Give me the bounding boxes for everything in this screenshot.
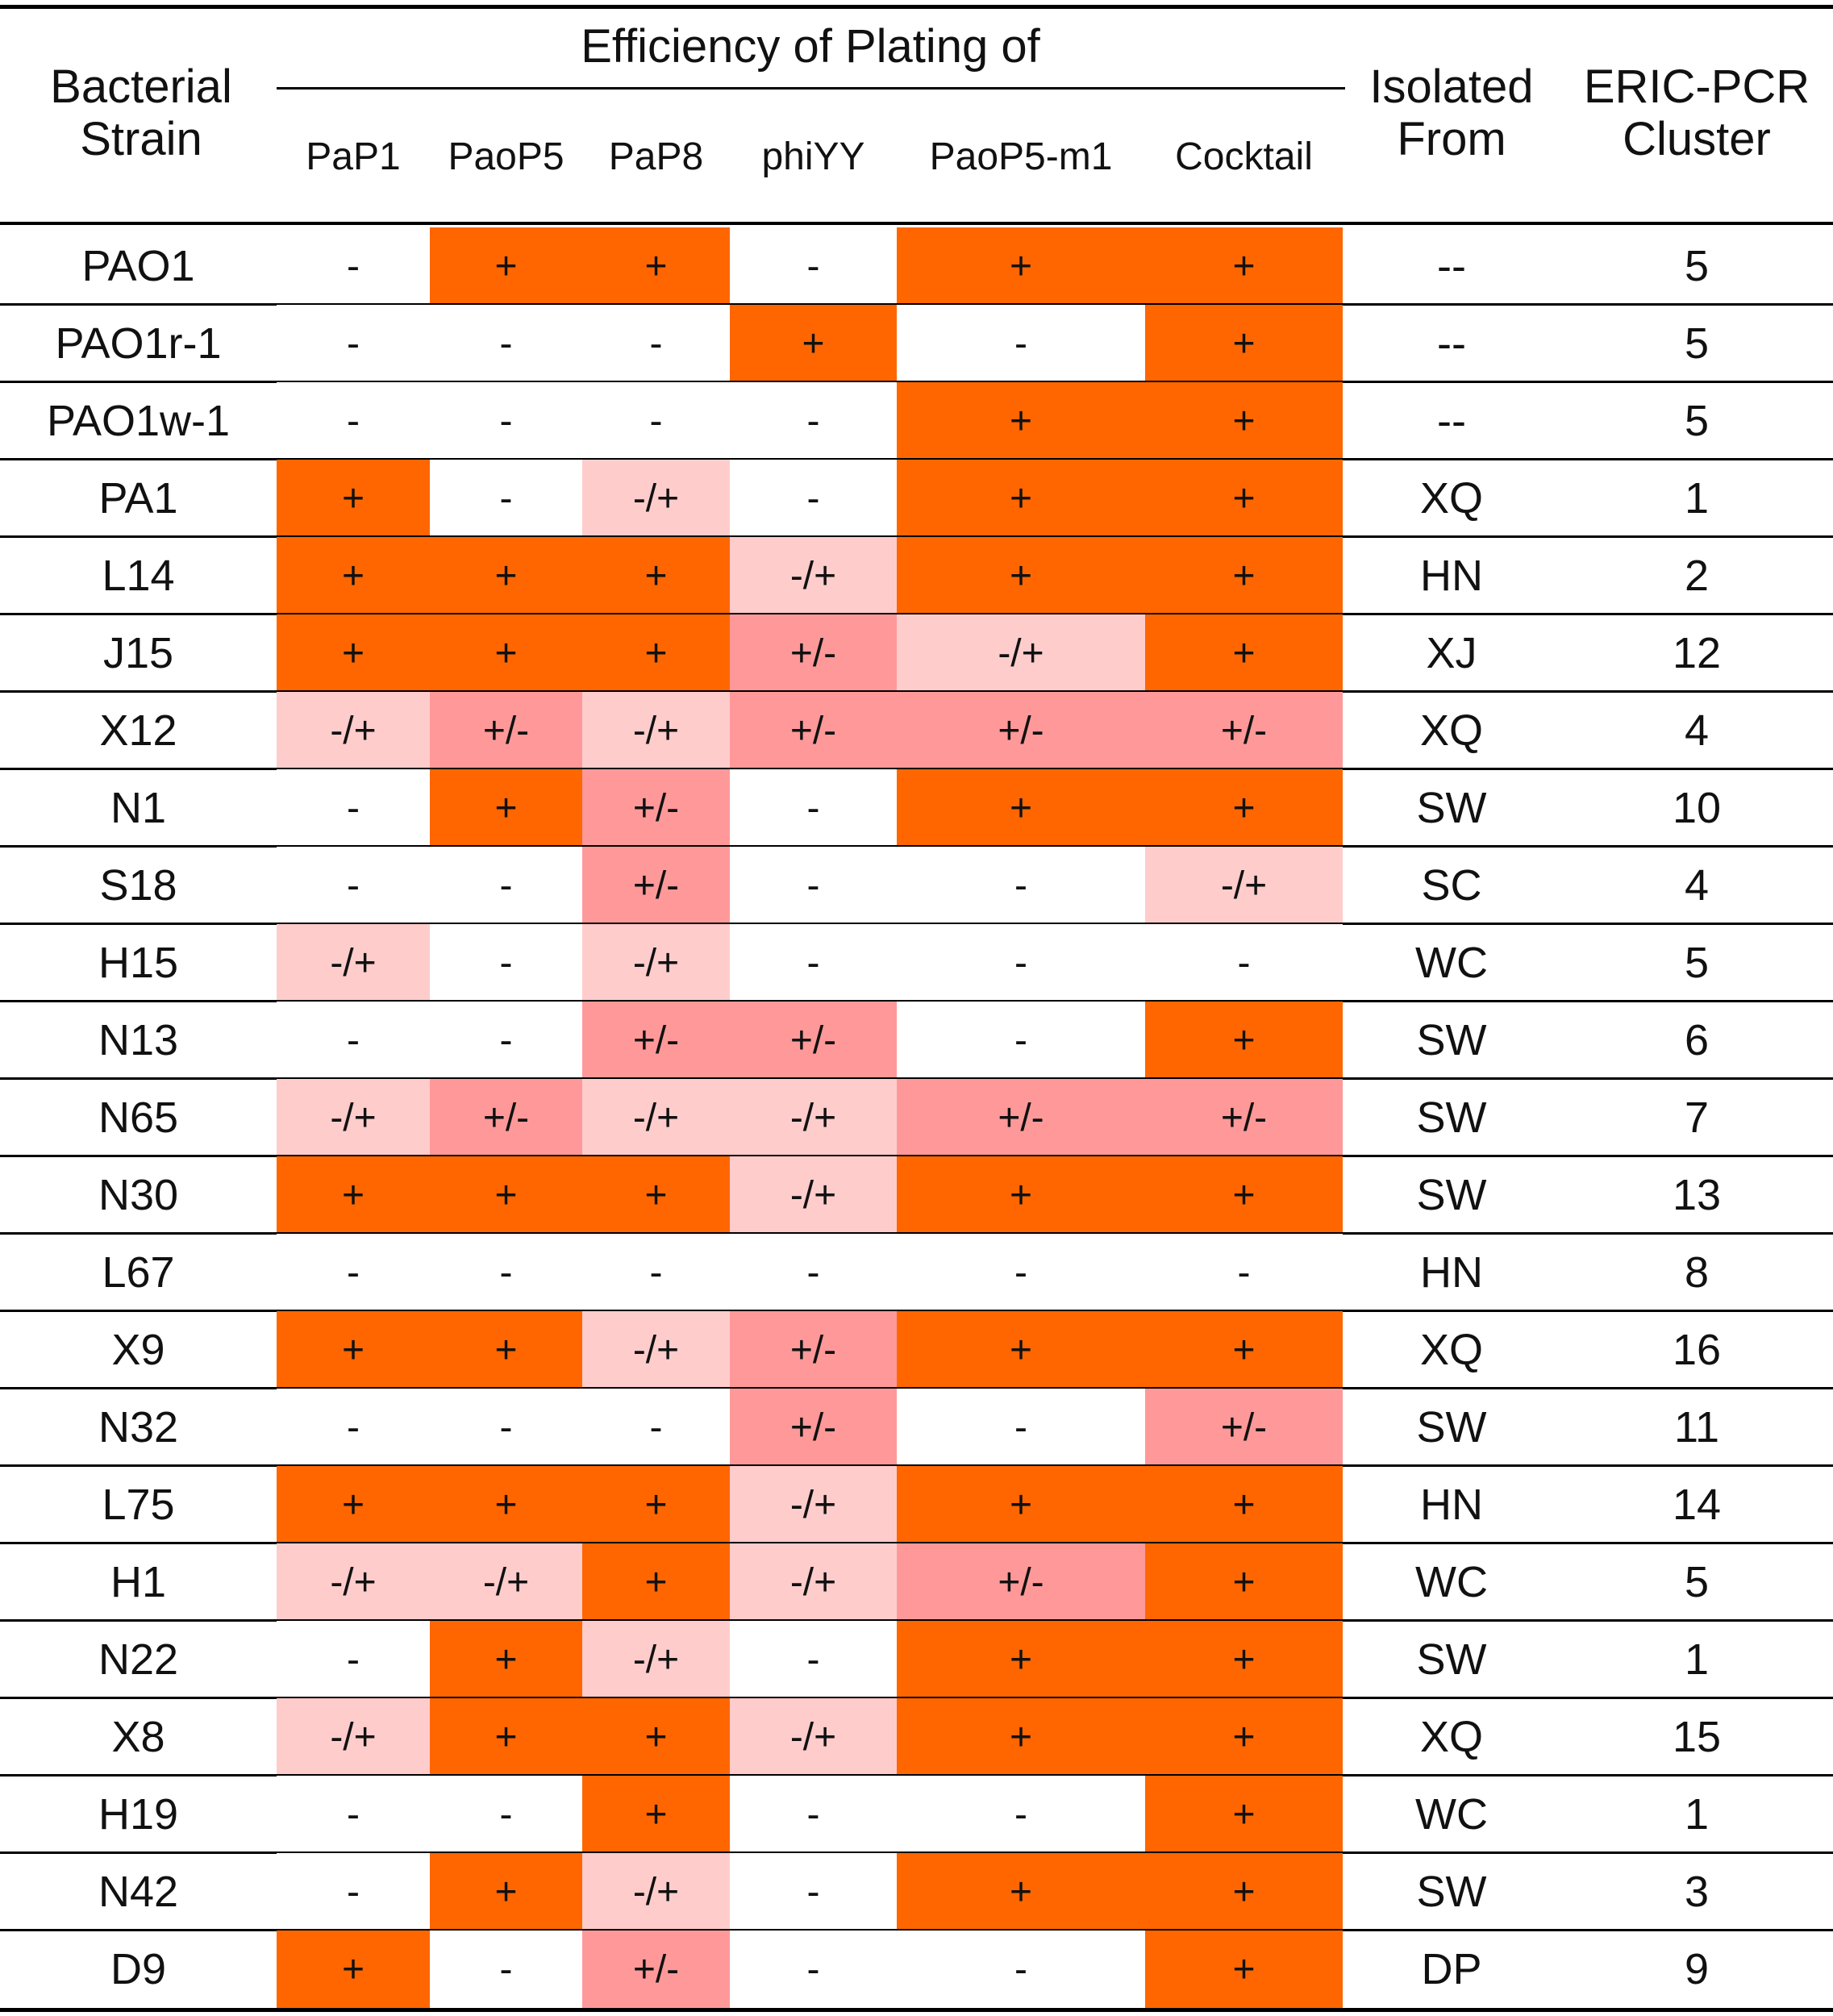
eop-cell-cocktail: - xyxy=(1145,924,1343,1002)
eop-cell-phiyy: -/+ xyxy=(730,537,897,614)
table-row xyxy=(0,537,1833,614)
eop-cell-pap1: + xyxy=(277,1466,430,1543)
strain-cell: H19 xyxy=(98,1790,179,1839)
eop-cell-pap8: -/+ xyxy=(582,460,730,537)
top-rule xyxy=(0,5,1833,9)
eric-pcr-cluster-cell: 14 xyxy=(1672,1481,1722,1529)
eop-cell-pap8: + xyxy=(582,1156,730,1234)
eop-cell-cocktail: + xyxy=(1145,1311,1343,1389)
table-row xyxy=(0,847,1833,924)
eop-cell-pap1: - xyxy=(277,1002,430,1079)
eric-pcr-cluster-cell: 2 xyxy=(1684,552,1710,600)
header-phage-4: PaoP5-m1 xyxy=(929,135,1113,178)
eop-cell-paop5: - xyxy=(430,1776,582,1853)
bottom-rule xyxy=(0,2008,1833,2012)
table-row xyxy=(0,1311,1833,1389)
eop-cell-pap8: + xyxy=(582,1466,730,1543)
strain-cell: L14 xyxy=(102,552,175,600)
eop-cell-paop5: +/- xyxy=(430,1079,582,1156)
eop-cell-paop5-m1: - xyxy=(897,847,1145,924)
eop-cell-phiyy: +/- xyxy=(730,1311,897,1389)
table-row xyxy=(0,924,1833,1002)
eop-cell-pap1: + xyxy=(277,1156,430,1234)
eric-pcr-cluster-cell: 9 xyxy=(1684,1945,1710,1993)
isolated-from-cell: SW xyxy=(1416,1171,1487,1219)
eop-cell-paop5: + xyxy=(430,227,582,305)
table-row xyxy=(0,460,1833,537)
table-row xyxy=(0,1931,1833,2008)
isolated-from-cell: SW xyxy=(1416,1868,1487,1916)
eric-pcr-cluster-cell: 11 xyxy=(1673,1403,1720,1452)
eop-cell-pap1: + xyxy=(277,460,430,537)
isolated-from-cell: -- xyxy=(1437,319,1466,368)
eop-cell-paop5-m1: - xyxy=(897,924,1145,1002)
eric-pcr-cluster-cell: 1 xyxy=(1684,1635,1710,1684)
strain-cell: N32 xyxy=(98,1403,179,1452)
header-efficiency-of-plating: Efficiency of Plating of xyxy=(581,20,1040,73)
strain-cell: X9 xyxy=(111,1326,165,1374)
header-isolated-from: Isolated From xyxy=(1369,60,1534,165)
eop-cell-pap8: -/+ xyxy=(582,1079,730,1156)
eop-cell-pap1: -/+ xyxy=(277,924,430,1002)
eric-pcr-cluster-cell: 5 xyxy=(1684,319,1710,368)
strain-cell: N22 xyxy=(98,1635,179,1684)
strain-cell: H1 xyxy=(110,1558,167,1606)
eric-pcr-cluster-cell: 1 xyxy=(1684,1790,1710,1839)
isolated-from-cell: SW xyxy=(1416,1093,1487,1142)
strain-cell: X8 xyxy=(111,1713,165,1761)
eop-cell-phiyy: -/+ xyxy=(730,1466,897,1543)
table-row xyxy=(0,1079,1833,1156)
strain-cell: L75 xyxy=(102,1481,175,1529)
isolated-from-cell: SW xyxy=(1416,784,1487,832)
eop-cell-paop5: - xyxy=(430,460,582,537)
isolated-from-cell: WC xyxy=(1415,1790,1488,1839)
eop-cell-paop5-m1: + xyxy=(897,1311,1145,1389)
eop-cell-cocktail: + xyxy=(1145,460,1343,537)
eop-cell-phiyy: - xyxy=(730,1776,897,1853)
eop-cell-phiyy: -/+ xyxy=(730,1156,897,1234)
eop-cell-paop5: - xyxy=(430,847,582,924)
eop-cell-pap8: +/- xyxy=(582,1002,730,1079)
eop-cell-paop5: - xyxy=(430,924,582,1002)
isolated-from-cell: XQ xyxy=(1419,1713,1484,1761)
eop-cell-paop5-m1: - xyxy=(897,305,1145,382)
eop-cell-paop5-m1: + xyxy=(897,537,1145,614)
eop-cell-cocktail: + xyxy=(1145,305,1343,382)
eop-cell-cocktail: - xyxy=(1145,1234,1343,1311)
eop-cell-cocktail: + xyxy=(1145,769,1343,847)
isolated-from-cell: -- xyxy=(1437,242,1466,290)
isolated-from-cell: SW xyxy=(1416,1016,1487,1064)
eop-cell-cocktail: + xyxy=(1145,1931,1343,2008)
isolated-from-cell: XQ xyxy=(1419,474,1484,523)
eop-cell-paop5: +/- xyxy=(430,692,582,769)
eop-cell-paop5: + xyxy=(430,614,582,692)
strain-cell: L67 xyxy=(102,1248,175,1297)
eop-cell-paop5: + xyxy=(430,1156,582,1234)
isolated-from-cell: WC xyxy=(1415,1558,1488,1606)
eop-cell-paop5-m1: - xyxy=(897,1002,1145,1079)
eop-cell-pap8: - xyxy=(582,1389,730,1466)
header-phage-5: Cocktail xyxy=(1175,135,1313,178)
eop-cell-phiyy: -/+ xyxy=(730,1079,897,1156)
eop-cell-pap1: + xyxy=(277,1931,430,2008)
isolated-from-cell: HN xyxy=(1420,1481,1483,1529)
table-row xyxy=(0,305,1833,382)
eop-cell-pap1: - xyxy=(277,382,430,460)
table-row xyxy=(0,382,1833,460)
eop-cell-phiyy: - xyxy=(730,227,897,305)
eop-cell-pap8: + xyxy=(582,227,730,305)
eop-cell-paop5: + xyxy=(430,1621,582,1698)
eop-cell-paop5: - xyxy=(430,382,582,460)
table-row xyxy=(0,227,1833,305)
table-row xyxy=(0,1002,1833,1079)
isolated-from-cell: -- xyxy=(1437,397,1466,445)
eop-cell-pap8: + xyxy=(582,1698,730,1776)
eop-cell-pap8: + xyxy=(582,1776,730,1853)
eop-cell-phiyy: +/- xyxy=(730,1389,897,1466)
eop-cell-pap1: - xyxy=(277,1621,430,1698)
eop-cell-paop5-m1: - xyxy=(897,1931,1145,2008)
isolated-from-cell: SC xyxy=(1421,861,1482,910)
eric-pcr-cluster-cell: 1 xyxy=(1684,474,1710,523)
eric-pcr-cluster-cell: 12 xyxy=(1672,629,1722,677)
eop-cell-paop5-m1: + xyxy=(897,227,1145,305)
eop-cell-phiyy: - xyxy=(730,1621,897,1698)
eop-cell-phiyy: - xyxy=(730,1234,897,1311)
eop-cell-pap1: - xyxy=(277,1853,430,1931)
eric-pcr-cluster-cell: 5 xyxy=(1684,397,1710,445)
isolated-from-cell: SW xyxy=(1416,1403,1487,1452)
eop-cell-phiyy: -/+ xyxy=(730,1698,897,1776)
eop-cell-paop5-m1: + xyxy=(897,1698,1145,1776)
table-row xyxy=(0,1698,1833,1776)
eop-cell-pap8: + xyxy=(582,614,730,692)
eric-pcr-cluster-cell: 4 xyxy=(1684,706,1710,755)
isolated-from-cell: XQ xyxy=(1419,706,1484,755)
strain-cell: PA1 xyxy=(98,474,178,523)
eric-pcr-cluster-cell: 5 xyxy=(1684,939,1710,987)
eop-cell-phiyy: +/- xyxy=(730,1002,897,1079)
eop-cell-paop5-m1: + xyxy=(897,460,1145,537)
eop-cell-cocktail: + xyxy=(1145,227,1343,305)
eop-cell-cocktail: +/- xyxy=(1145,692,1343,769)
eop-cell-pap8: -/+ xyxy=(582,1853,730,1931)
eop-cell-pap8: +/- xyxy=(582,1931,730,2008)
table-row xyxy=(0,1389,1833,1466)
eop-cell-cocktail: + xyxy=(1145,1853,1343,1931)
eop-cell-cocktail: +/- xyxy=(1145,1079,1343,1156)
eop-cell-phiyy: - xyxy=(730,1853,897,1931)
strain-cell: N30 xyxy=(98,1171,179,1219)
eop-cell-paop5-m1: + xyxy=(897,1466,1145,1543)
eop-cell-phiyy: +/- xyxy=(730,692,897,769)
eop-cell-cocktail: + xyxy=(1145,1466,1343,1543)
table-row xyxy=(0,1776,1833,1853)
eop-cell-phiyy: - xyxy=(730,769,897,847)
header-rule xyxy=(0,222,1833,225)
eric-pcr-cluster-cell: 15 xyxy=(1672,1713,1722,1761)
eric-pcr-cluster-cell: 7 xyxy=(1684,1093,1710,1142)
eop-cell-cocktail: + xyxy=(1145,382,1343,460)
eop-cell-pap8: -/+ xyxy=(582,692,730,769)
eop-cell-pap8: - xyxy=(582,1234,730,1311)
eop-cell-pap8: + xyxy=(582,537,730,614)
eop-cell-paop5: + xyxy=(430,1466,582,1543)
eop-cell-paop5: -/+ xyxy=(430,1543,582,1621)
eop-cell-pap8: +/- xyxy=(582,847,730,924)
eop-cell-pap1: + xyxy=(277,1311,430,1389)
eop-cell-phiyy: - xyxy=(730,847,897,924)
eric-pcr-cluster-cell: 6 xyxy=(1684,1016,1710,1064)
eop-cell-pap1: - xyxy=(277,1776,430,1853)
eop-cell-paop5-m1: + xyxy=(897,382,1145,460)
eop-cell-cocktail: + xyxy=(1145,1621,1343,1698)
eop-cell-phiyy: - xyxy=(730,924,897,1002)
eop-cell-pap8: -/+ xyxy=(582,1311,730,1389)
eop-cell-paop5-m1: - xyxy=(897,1776,1145,1853)
eric-pcr-cluster-cell: 5 xyxy=(1684,242,1710,290)
eop-cell-pap1: - xyxy=(277,769,430,847)
eop-cell-cocktail: + xyxy=(1145,1543,1343,1621)
eop-cell-pap1: - xyxy=(277,227,430,305)
eop-cell-paop5-m1: - xyxy=(897,1234,1145,1311)
eop-cell-pap8: + xyxy=(582,1543,730,1621)
eop-cell-paop5-m1: +/- xyxy=(897,692,1145,769)
header-phage-0: PaP1 xyxy=(306,135,401,178)
strain-cell: S18 xyxy=(99,861,177,910)
eop-cell-pap8: +/- xyxy=(582,769,730,847)
isolated-from-cell: XQ xyxy=(1419,1326,1484,1374)
eop-cell-paop5-m1: + xyxy=(897,1853,1145,1931)
eop-cell-cocktail: + xyxy=(1145,1002,1343,1079)
eop-cell-phiyy: + xyxy=(730,305,897,382)
strain-cell: N13 xyxy=(98,1016,179,1064)
eop-cell-cocktail: +/- xyxy=(1145,1389,1343,1466)
table-row xyxy=(0,769,1833,847)
strain-cell: PAO1r-1 xyxy=(55,319,222,368)
header-phage-2: PaP8 xyxy=(608,135,704,178)
eop-cell-paop5: - xyxy=(430,1931,582,2008)
strain-cell: N42 xyxy=(98,1868,179,1916)
eop-cell-paop5: + xyxy=(430,1853,582,1931)
eop-cell-paop5-m1: +/- xyxy=(897,1079,1145,1156)
efficiency-group-underline xyxy=(277,87,1345,90)
table-row xyxy=(0,1853,1833,1931)
table-row xyxy=(0,692,1833,769)
table-row xyxy=(0,1156,1833,1234)
eop-cell-pap8: - xyxy=(582,305,730,382)
eop-cell-pap1: -/+ xyxy=(277,1698,430,1776)
eop-cell-phiyy: - xyxy=(730,1931,897,2008)
isolated-from-cell: HN xyxy=(1420,1248,1483,1297)
eop-cell-paop5-m1: -/+ xyxy=(897,614,1145,692)
table-row xyxy=(0,1234,1833,1311)
eop-cell-pap8: - xyxy=(582,382,730,460)
strain-cell: PAO1w-1 xyxy=(46,397,231,445)
eop-cell-paop5: + xyxy=(430,1698,582,1776)
eop-cell-paop5: - xyxy=(430,1234,582,1311)
strain-cell: D9 xyxy=(110,1945,167,1993)
strain-cell: PAO1 xyxy=(81,242,195,290)
strain-cell: N1 xyxy=(110,784,167,832)
eric-pcr-cluster-cell: 3 xyxy=(1684,1868,1710,1916)
header-eric-pcr-cluster: ERIC-PCR Cluster xyxy=(1583,60,1810,165)
isolated-from-cell: HN xyxy=(1420,552,1483,600)
eop-cell-paop5-m1: +/- xyxy=(897,1543,1145,1621)
strain-cell: H15 xyxy=(98,939,179,987)
isolated-from-cell: DP xyxy=(1421,1945,1482,1993)
table-row xyxy=(0,1543,1833,1621)
isolated-from-cell: SW xyxy=(1416,1635,1487,1684)
isolated-from-cell: WC xyxy=(1415,939,1488,987)
eop-cell-paop5-m1: + xyxy=(897,769,1145,847)
eric-pcr-cluster-cell: 10 xyxy=(1672,784,1722,832)
eric-pcr-cluster-cell: 5 xyxy=(1684,1558,1710,1606)
table-row xyxy=(0,1621,1833,1698)
header-phage-1: PaoP5 xyxy=(448,135,564,178)
eop-cell-cocktail: -/+ xyxy=(1145,847,1343,924)
eop-cell-pap1: - xyxy=(277,1234,430,1311)
table-row xyxy=(0,1466,1833,1543)
eop-cell-pap1: -/+ xyxy=(277,1079,430,1156)
strain-cell: N65 xyxy=(98,1093,179,1142)
eric-pcr-cluster-cell: 8 xyxy=(1684,1248,1710,1297)
eop-cell-cocktail: + xyxy=(1145,1698,1343,1776)
eop-cell-paop5-m1: + xyxy=(897,1156,1145,1234)
eop-cell-paop5-m1: + xyxy=(897,1621,1145,1698)
eop-cell-paop5: - xyxy=(430,1002,582,1079)
eop-cell-pap1: - xyxy=(277,305,430,382)
eop-cell-pap1: - xyxy=(277,1389,430,1466)
eric-pcr-cluster-cell: 13 xyxy=(1672,1171,1722,1219)
strain-cell: J15 xyxy=(102,629,174,677)
eop-cell-phiyy: - xyxy=(730,460,897,537)
eop-cell-pap8: -/+ xyxy=(582,1621,730,1698)
eop-cell-paop5: - xyxy=(430,305,582,382)
header-bacterial-strain: Bacterial Strain xyxy=(50,60,232,165)
eop-cell-cocktail: + xyxy=(1145,537,1343,614)
table-row xyxy=(0,614,1833,692)
header-phage-3: phiYY xyxy=(761,135,865,178)
eop-cell-phiyy: +/- xyxy=(730,614,897,692)
eop-cell-phiyy: -/+ xyxy=(730,1543,897,1621)
eop-cell-pap1: -/+ xyxy=(277,1543,430,1621)
eop-cell-phiyy: - xyxy=(730,382,897,460)
eop-cell-paop5-m1: - xyxy=(897,1389,1145,1466)
eop-cell-pap1: + xyxy=(277,614,430,692)
eop-cell-cocktail: + xyxy=(1145,1776,1343,1853)
eop-cell-pap8: -/+ xyxy=(582,924,730,1002)
eop-cell-paop5: + xyxy=(430,769,582,847)
eop-cell-pap1: + xyxy=(277,537,430,614)
isolated-from-cell: XJ xyxy=(1426,629,1477,677)
strain-cell: X12 xyxy=(99,706,177,755)
eop-cell-cocktail: + xyxy=(1145,614,1343,692)
eop-cell-paop5: - xyxy=(430,1389,582,1466)
eop-cell-pap1: - xyxy=(277,847,430,924)
eric-pcr-cluster-cell: 16 xyxy=(1672,1326,1722,1374)
eop-cell-cocktail: + xyxy=(1145,1156,1343,1234)
eric-pcr-cluster-cell: 4 xyxy=(1684,861,1710,910)
eop-cell-pap1: -/+ xyxy=(277,692,430,769)
eop-cell-paop5: + xyxy=(430,1311,582,1389)
eop-cell-paop5: + xyxy=(430,537,582,614)
